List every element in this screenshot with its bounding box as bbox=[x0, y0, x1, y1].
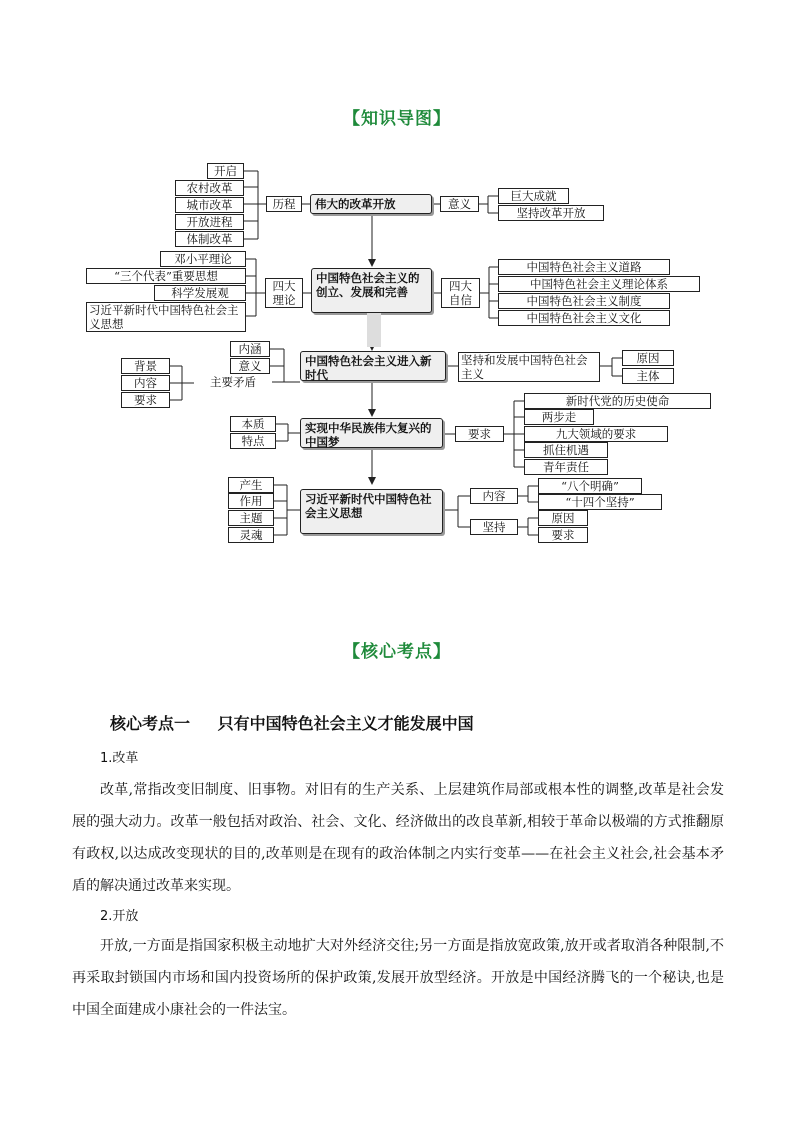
node-theme: 主题 bbox=[228, 510, 274, 526]
main-node-chinese-dream: 实现中华民族伟大复兴的中国梦 bbox=[300, 418, 443, 448]
node-culture-confidence: 中国特色社会主义文化 bbox=[498, 310, 670, 326]
node-urban-reform: 城市改革 bbox=[175, 197, 244, 213]
node-meaning-label: 意义 bbox=[440, 196, 479, 212]
node-essence: 本质 bbox=[230, 416, 276, 432]
main-node-reform-opening: 伟大的改革开放 bbox=[310, 194, 432, 214]
node-nine-areas: 九大领域的要求 bbox=[524, 426, 668, 442]
node-two-steps: 两步走 bbox=[524, 409, 594, 425]
core-point-heading bbox=[110, 711, 474, 734]
paragraph-reform: 改革,常指改变旧制度、旧事物。对旧有的生产关系、上层建筑作局部或根本性的调整,改革是社会发展的强大动力。改革一般包括对政治、社会、文化、经济做出的改良革新,相较于革命以极端的方式推翻原有政权,以达成改变现状的目的,改革则是在现有的政治体制之内实行变革——在社会主义社会,社会基本矛盾的解决通过改革来实现。 bbox=[72, 782, 724, 894]
connector-shadow bbox=[367, 313, 381, 347]
node-scientific-development: 科学发展观 bbox=[154, 285, 246, 301]
node-system-reform: 体制改革 bbox=[175, 231, 244, 247]
node-content-label: 内容 bbox=[470, 488, 518, 504]
core-point-topic: 只有中国特色社会主义才能发展中国 bbox=[217, 714, 474, 733]
node-soul: 灵魂 bbox=[228, 527, 274, 543]
node-subject: 主体 bbox=[622, 368, 674, 384]
node-rural-reform: 农村改革 bbox=[175, 180, 244, 196]
node-opening-process: 开放进程 bbox=[175, 214, 244, 230]
node-great-achievements: 巨大成就 bbox=[498, 188, 569, 204]
core-point-number: 核心考点一 bbox=[110, 714, 191, 733]
node-persist-reason: 原因 bbox=[538, 510, 588, 526]
node-three-represents: “三个代表”重要思想 bbox=[86, 268, 246, 284]
core-points-title: 【核心考点】 bbox=[343, 642, 451, 662]
node-persist-requirement: 要求 bbox=[538, 527, 588, 543]
subheading-opening: 2.开放 bbox=[100, 909, 139, 924]
main-node-new-era: 中国特色社会主义进入新时代 bbox=[300, 351, 446, 381]
node-connotation: 内涵 bbox=[230, 341, 270, 357]
node-xi-thought: 习近平新时代中国特色社会主义思想 bbox=[86, 302, 246, 332]
node-persist-reform: 坚持改革开放 bbox=[498, 205, 604, 221]
node-four-theories-label: 四大理论 bbox=[265, 278, 303, 308]
node-kaiqi: 开启 bbox=[207, 163, 244, 179]
node-requirement-label: 要求 bbox=[455, 426, 504, 442]
main-node-xi-thought: 习近平新时代中国特色社会主义思想 bbox=[300, 489, 443, 534]
node-persist-label: 坚持 bbox=[470, 519, 518, 535]
node-characteristics: 特点 bbox=[230, 433, 276, 449]
node-path-confidence: 中国特色社会主义道路 bbox=[498, 259, 670, 275]
node-requirement: 要求 bbox=[121, 392, 170, 408]
node-historic-mission: 新时代党的历史使命 bbox=[524, 393, 711, 409]
node-eight-clarifications: “八个明确” bbox=[538, 478, 642, 494]
node-role: 作用 bbox=[228, 493, 274, 509]
node-history-label: 历程 bbox=[266, 196, 302, 212]
node-background: 背景 bbox=[121, 358, 170, 374]
node-four-confidence-label: 四大自信 bbox=[441, 278, 480, 308]
knowledge-mind-map bbox=[0, 150, 794, 560]
node-theory-confidence: 中国特色社会主义理论体系 bbox=[498, 276, 700, 292]
paragraph-opening: 开放,一方面是指国家积极主动地扩大对外经济交往;另一方面是指放宽政策,放开或者取消各种限制,不再采取封锁国内市场和国内投资场所的保护政策,发展开放型经济。开放是中国经济腾飞的一个秘诀,也是中国全面建成小康社会的一件法宝。 bbox=[72, 938, 724, 1018]
subheading-reform: 1.改革 bbox=[100, 751, 139, 766]
node-seize-opportunity: 抓住机遇 bbox=[524, 442, 608, 458]
node-main-contradiction-label: 主要矛盾 bbox=[210, 375, 256, 389]
node-fourteen-adherences: “十四个坚持” bbox=[538, 494, 662, 510]
knowledge-map-title: 【知识导图】 bbox=[343, 109, 451, 129]
node-youth-responsibility: 青年责任 bbox=[524, 459, 608, 475]
node-significance: 意义 bbox=[230, 358, 270, 374]
node-content: 内容 bbox=[121, 375, 170, 391]
node-uphold-socialism: 坚持和发展中国特色社会主义 bbox=[458, 352, 600, 382]
node-deng-theory: 邓小平理论 bbox=[160, 251, 246, 267]
node-reason: 原因 bbox=[622, 350, 674, 366]
main-node-socialism-founding: 中国特色社会主义的创立、发展和完善 bbox=[311, 268, 432, 313]
node-system-confidence: 中国特色社会主义制度 bbox=[498, 293, 670, 309]
node-origin: 产生 bbox=[228, 477, 274, 493]
